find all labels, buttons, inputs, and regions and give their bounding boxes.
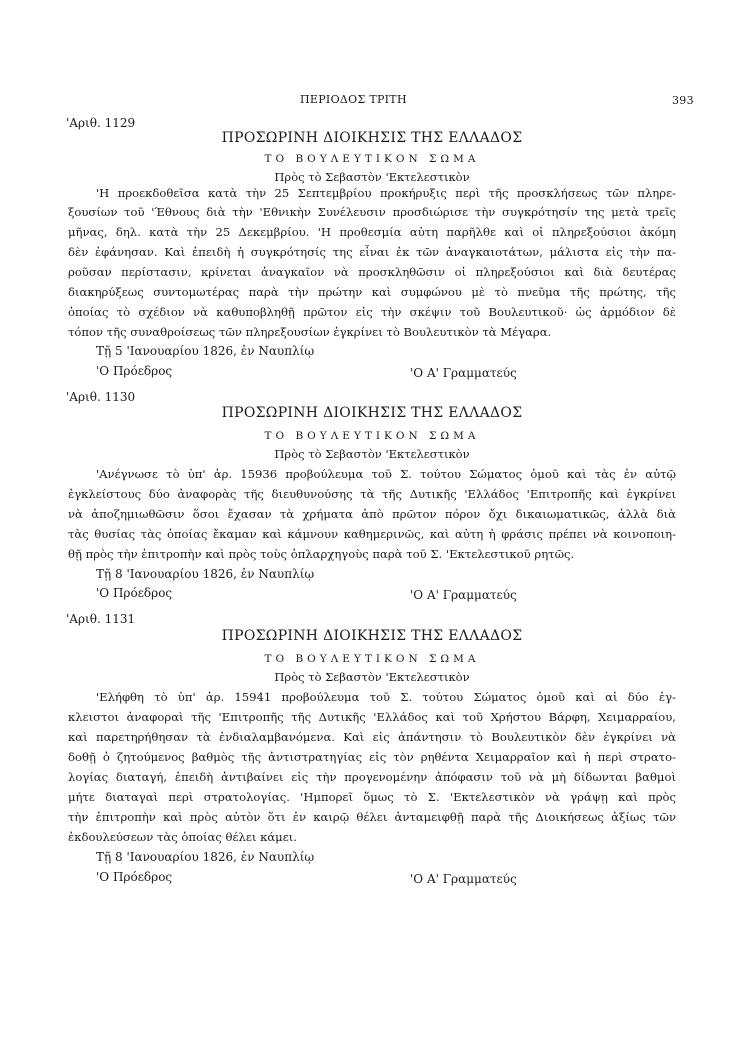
body-line: καὶ παρετηρήθησαν τὰ ἐνδιαλαμβανόμενα. Καὶ εἰς ἀπάντησιν τὸ Βουλευτικὸν δὲν ἐγκρίνει νὰ: [68, 730, 676, 744]
document-title: ΠΡΟΣΩΡΙΝΗ ΔΙΟΙΚΗΣΙΣ ΤΗΣ ΕΛΛΑΔΟΣ: [221, 628, 523, 644]
document-subtitle: ΤΟ ΒΟΥΛΕΥΤΙΚΟΝ ΣΩΜΑ: [264, 653, 480, 665]
page-number: 393: [672, 94, 694, 107]
document-subtitle: ΤΟ ΒΟΥΛΕΥΤΙΚΟΝ ΣΩΜΑ: [264, 153, 480, 165]
document-date: Τῇ 8 'Ιανουαρίου 1826, ἐν Ναυπλίῳ: [96, 567, 315, 581]
body-line: 'Η προεκδοθεῖσα κατὰ τὴν 25 Σεπτεμβρίου προκήρυξις περὶ τῆς προσκλήσεως τῶν πληρε-: [96, 186, 676, 200]
body-line: νὰ ἀποζημιωθῶσιν ὅσοι ἔχασαν τὰ χρήματα ἀπὸ πρῶτον πόρον ὄχι δικαιωματικῶς, ἀλλὰ διὰ: [68, 507, 676, 521]
addressee: Πρὸς τὸ Σεβαστὸν 'Εκτελεστικὸν: [274, 170, 470, 184]
signature-secretary: 'Ο Α' Γραμματεύς: [410, 872, 517, 886]
body-line: μήτε διαταγαὶ περὶ στρατολογίας. 'Ημπορεῖ ὅμως τὸ Σ. 'Εκτελεστικὸν νὰ γράψῃ καὶ πρὸς: [68, 790, 676, 804]
running-title: ΠΕΡΙΟΔΟΣ ΤΡΙΤΗ: [300, 93, 407, 106]
body-line: τὴν ἐπιτροπὴν καὶ πρὸς αὐτὸν ὅτι ἐν καιρῷ θέλει ἀνταμειφθῇ παρὰ τῆς Διοικήσεως ἀξίως τῶν: [68, 810, 676, 824]
signature-secretary: 'Ο Α' Γραμματεύς: [410, 366, 517, 380]
document-title: ΠΡΟΣΩΡΙΝΗ ΔΙΟΙΚΗΣΙΣ ΤΗΣ ΕΛΛΑΔΟΣ: [221, 405, 523, 421]
body-line: τόπον τῆς συναθροίσεως τῶν πληρεξουσίων ἐγκρίνει τὸ Βουλευτικὸν τὰ Μέγαρα.: [68, 325, 552, 339]
body-line: ὁποίας τὸ σχέδιον νὰ καθυποβληθῇ πρῶτον εἰς τὴν σκέψιν τοῦ Βουλευτικοῦ· ὡς ἁρμόδιον δὲ: [68, 305, 676, 319]
body-line: ἐκδουλεύσεων τὰς ὁποίας θέλει κάμει.: [68, 830, 297, 844]
body-line: διακηρύξεως συντομωτέρας παρὰ τὴν πρώτην καὶ συμφώνου μὲ τὸ πνεῦμα τῆς πρώτης, τῆς: [68, 285, 676, 299]
document-date: Τῇ 5 'Ιανουαρίου 1826, ἐν Ναυπλίῳ: [96, 344, 315, 358]
body-line: δοθῇ ὁ ζητούμενος βαθμὸς τῆς ἀντιστρατηγίας εἰς τὸν ρηθέντα Χειμαρραῖον καὶ ἡ περὶ στρατο-: [68, 750, 676, 764]
document-number: 'Αριθ. 1129: [66, 116, 136, 130]
document-title: ΠΡΟΣΩΡΙΝΗ ΔΙΟΙΚΗΣΙΣ ΤΗΣ ΕΛΛΑΔΟΣ: [221, 130, 523, 146]
signature-president: 'Ο Πρόεδρος: [96, 586, 173, 600]
body-line: 'Ανέγνωσε τὸ ὑπ' ἀρ. 15936 προβούλευμα τοῦ Σ. τούτου Σώματος ὁμοῦ καὶ τὰς ἐν αὐτῷ: [96, 467, 676, 481]
signature-president: 'Ο Πρόεδρος: [96, 870, 173, 884]
addressee: Πρὸς τὸ Σεβαστὸν 'Εκτελεστικὸν: [274, 447, 470, 461]
body-line: λογίας διαταγή, ἐπειδὴ ἀντιβαίνει εἰς τὴν προγενομένην ἀπόφασιν τοῦ νὰ μὴ δίδωνται βαθμοὶ: [68, 770, 676, 784]
body-line: μῆνας, δηλ. κατὰ τὴν 25 Δεκεμβρίου. 'Η προθεσμία αὐτη παρῆλθε καὶ οἱ πληρεξούσιοι ἀκόμη: [68, 225, 676, 239]
body-line: ἐγκλείστους δύο ἀναφορὰς τῆς διευθυνούσης τὰ τῆς Δυτικῆς 'Ελλάδος 'Επιτροπῆς καὶ ἐγκρίνει: [68, 487, 676, 501]
document-number: 'Αριθ. 1130: [66, 390, 136, 404]
body-line: δὲν ἐφάνησαν. Καὶ ἐπειδὴ ἡ συγκρότησίς της εἶναι ἐκ τῶν ἀναγκαιοτάτων, μάλιστα εἰς τὴν πα-: [68, 245, 676, 259]
body-line: θῇ πρὸς τὴν ἐπιτροπὴν καὶ πρὸς τοὺς ὁπλαρχηγοὺς παρὰ τοῦ Σ. 'Εκτελεστικοῦ ρητῶς.: [68, 547, 575, 561]
signature-president: 'Ο Πρόεδρος: [96, 364, 173, 378]
body-line: κλειστοι ἀναφοραὶ τῆς 'Επιτροπῆς τῆς Δυτικῆς 'Ελλάδος καὶ τοῦ Χρήστου Βάρφη, Χειμαρραίου,: [68, 710, 676, 724]
document-number: 'Αριθ. 1131: [66, 612, 136, 626]
addressee: Πρὸς τὸ Σεβαστὸν 'Εκτελεστικὸν: [274, 670, 470, 684]
body-line: τὰς θυσίας τὰς ὁποίας ἔκαμαν καὶ κάμνουν καθημερινῶς, καὶ αὐτη ἡ φράσις πρέπει νὰ κοινοποιη-: [68, 527, 676, 541]
body-line: ξουσίων τοῦ 'Έθνους διὰ τὴν 'Εθνικὴν Συνέλευσιν προσδιώρισε τὴν συγκρότησίν της μετὰ τρεῖς: [68, 205, 676, 219]
document-date: Τῇ 8 'Ιανουαρίου 1826, ἐν Ναυπλίῳ: [96, 850, 315, 864]
signature-secretary: 'Ο Α' Γραμματεύς: [410, 588, 517, 602]
body-line: 'Ελήφθη τὸ ὑπ' ἀρ. 15941 προβούλευμα τοῦ Σ. τούτου Σώματος ὁμοῦ καὶ αἱ δύο ἐγ-: [96, 690, 676, 704]
body-line: ροῦσαν περίστασιν, κρίνεται ἀναγκαῖον νὰ προσκληθῶσιν οἱ πληρεξούσιοι καὶ διὰ δευτέρας: [68, 265, 676, 279]
document-subtitle: ΤΟ ΒΟΥΛΕΥΤΙΚΟΝ ΣΩΜΑ: [264, 430, 480, 442]
